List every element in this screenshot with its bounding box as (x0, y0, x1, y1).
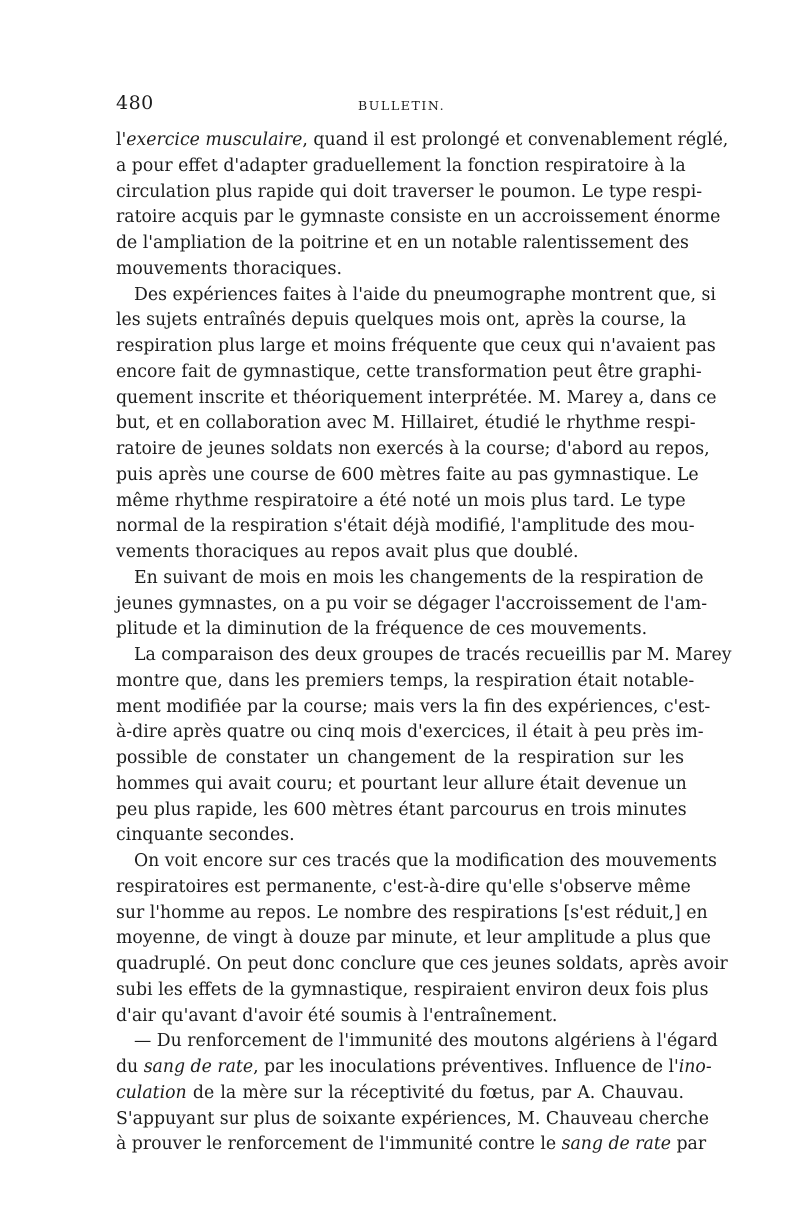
text-run: les sujets entraînés depuis quelques mois ont, après la course, la (116, 310, 687, 331)
italic-run: sang de rate (143, 1057, 254, 1077)
text-run: subi les effets de la gymnastique, respiraient environ deux fois plus (116, 979, 709, 1000)
paragraph (116, 128, 729, 283)
text-run: par (670, 1134, 707, 1155)
text-run: même rhythme respiratoire a été noté un mois plus tard. Le type (116, 490, 686, 511)
text-run: à-dire après quatre ou cinq mois d'exercices, il était à peu près im- (116, 722, 704, 743)
text-line (116, 1107, 709, 1133)
text-line (116, 128, 729, 154)
text-run: de l'ampliation de la poitrine et en un notable ralentissement des (116, 233, 689, 253)
text-line (116, 411, 696, 437)
italic-run: sang de rate (561, 1134, 671, 1155)
text-run: encore fait de gymnastique, cette transformation peut être graphi- (116, 361, 702, 382)
text-line (116, 231, 689, 257)
text-run: ratoire de jeunes soldats non exercés à la course; d'abord au repos, (116, 439, 710, 459)
text-line (116, 1004, 684, 1030)
paragraph (116, 643, 732, 849)
text-run: respiration plus large et moins fréquente que ceux qui n'avaient pas (116, 336, 716, 356)
text-run: mouvements thoraciques. (116, 258, 342, 279)
text-run: ratoire acquis par le gymnaste consiste en un accroissement énorme (116, 207, 721, 228)
text-run: Des expériences faites à l'aide du pneumographe montrent que, si (134, 284, 716, 305)
text-line (116, 617, 684, 643)
text-run: respiratoires est permanente, c'est-à-dire qu'elle s'observe même (116, 876, 691, 897)
text-run: a pour effet d'adapter graduellement la fonction respiratoire à la (116, 155, 686, 176)
text-line (116, 540, 684, 566)
paragraph (116, 566, 708, 643)
text-line (116, 952, 728, 978)
text-run: normal de la respiration s'était déjà modifié, l'amplitude des mou- (116, 516, 695, 537)
text-line (116, 360, 702, 386)
text-line (116, 901, 708, 927)
text-line (116, 1055, 712, 1081)
text-run: La comparaison des deux groupes de tracés recueillis par M. Marey (134, 645, 732, 665)
text-run: circulation plus rapide qui doit traverser le poumon. Le type respi- (116, 181, 703, 202)
text-line (116, 643, 732, 669)
text-line (116, 772, 687, 798)
text-line (116, 823, 684, 849)
italic-run: exercice musculaire (126, 130, 303, 150)
text-line (116, 926, 711, 952)
text-line (116, 566, 704, 592)
text-run: du (116, 1057, 144, 1077)
text-run: vements thoraciques au repos avait plus que doublé. (116, 542, 579, 562)
italic-run: culation (116, 1082, 187, 1103)
text-run: hommes qui avait couru; et pourtant leur allure était devenue un (116, 773, 687, 794)
text-run: quement inscrite et théoriquement interprétée. M. Marey a, dans ce (116, 387, 717, 408)
text-line (116, 875, 691, 901)
text-line (116, 592, 708, 618)
text-line (116, 978, 709, 1004)
text-run: possible de constater un changement de la respiration sur les (116, 748, 684, 768)
text-line (116, 746, 684, 772)
italic-run: ino- (678, 1057, 712, 1077)
text-run: , quand il est prolongé et convenablement réglé, (302, 130, 729, 150)
text-line (116, 1132, 707, 1158)
text-line (116, 283, 716, 309)
text-line (116, 437, 710, 463)
text-line (116, 463, 699, 489)
text-line (116, 1029, 718, 1055)
text-run: but, et en collaboration avec M. Hillairet, étudié le rhythme respi- (116, 413, 696, 434)
text-run: plitude et la diminution de la fréquence de ces mouvements. (116, 619, 648, 640)
text-run: cinquante secondes. (116, 825, 295, 846)
text-run: montre que, dans les premiers temps, la respiration était notable- (116, 670, 695, 691)
text-run: peu plus rapide, les 600 mètres étant parcourus en trois minutes (116, 799, 687, 820)
text-run: moyenne, de vingt à douze par minute, et leur amplitude a plus que (116, 928, 711, 949)
text-run: En suivant de mois en mois les changements de la respiration de (134, 567, 704, 588)
text-run: ment modifiée par la course; mais vers la fin des expériences, c'est- (116, 696, 711, 717)
text-run: sur l'homme au repos. Le nombre des respirations [s'est réduit,] en (116, 902, 708, 923)
text-run: On voit encore sur ces tracés que la modification des mouvements (134, 851, 717, 871)
text-line (116, 257, 684, 283)
text-run: d'air qu'avant d'avoir été soumis à l'entraînement. (116, 1005, 558, 1026)
text-line (116, 798, 687, 824)
running-title: BULLETIN. (358, 98, 446, 113)
text-run: l' (116, 130, 127, 150)
text-line (116, 180, 703, 206)
page-number: 480 (116, 92, 154, 114)
text-run: , par les inoculations préventives. Influence de l' (253, 1057, 679, 1077)
paragraph (116, 1029, 718, 1158)
text-line (116, 849, 717, 875)
text-line (116, 154, 684, 180)
text-line (116, 334, 716, 360)
paragraph (116, 849, 728, 1029)
text-line (116, 205, 721, 231)
text-line (116, 695, 711, 721)
text-line (116, 1081, 684, 1107)
text-line (116, 669, 695, 695)
text-run: puis après une course de 600 mètres faite au pas gymnastique. Le (116, 464, 699, 485)
text-run: jeunes gymnastes, on a pu voir se dégager l'accroissement de l'am- (116, 593, 708, 614)
text-line (116, 720, 704, 746)
paragraph (116, 283, 717, 566)
running-head (116, 92, 684, 128)
text-run: à prouver le renforcement de l'immunité contre le (116, 1134, 562, 1155)
text-line (116, 489, 684, 515)
text-run: quadruplé. On peut donc conclure que ces jeunes soldats, après avoir (116, 954, 728, 974)
text-line (116, 308, 687, 334)
text-line (116, 386, 717, 412)
text-run: S'appuyant sur plus de soixante expériences, M. Chauveau cherche (116, 1108, 709, 1129)
body-text (116, 128, 732, 1158)
text-run: de la mère sur la réceptivité du fœtus, par A. Chauvau. (186, 1082, 684, 1103)
text-line (116, 514, 695, 540)
text-run: — Du renforcement de l'immunité des moutons algériens à l'égard (134, 1031, 718, 1052)
page (116, 92, 732, 1158)
